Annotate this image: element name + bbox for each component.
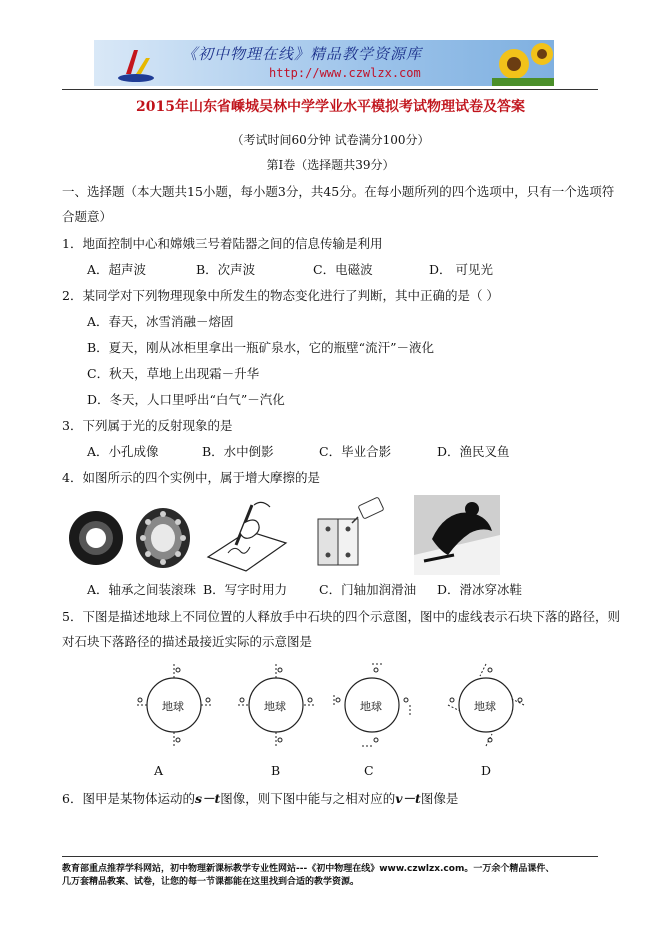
footer [62, 863, 602, 889]
earth-label-a: 地球 [162, 700, 184, 713]
q2-stem: 2．某同学对下列物理现象中所发生的物态变化进行了判断，其中正确的是（ ） [62, 288, 499, 303]
q1-stem: 1．地面控制中心和嫦娥三号着陆器之间的信息传输是利用 [62, 236, 383, 251]
q6-vt-symbol: v－t [395, 791, 421, 806]
exam-info: （考试时间60分钟 试卷满分100分） [231, 133, 430, 147]
q6-stem-post: 图像是 [420, 791, 459, 806]
q5-label-b: B [271, 763, 281, 778]
q2-option-a: A．春天，冰雪消融－熔固 [87, 314, 234, 329]
instructions-line2: 合题意） [62, 209, 113, 224]
q4-caption-c: C．门轴加润滑油 [319, 582, 417, 597]
q3-stem: 3．下列属于光的反射现象的是 [62, 418, 233, 433]
q2-option-b: B．夏天，刚从冰柜里拿出一瓶矿泉水，它的瓶壁“流汗”－液化 [87, 340, 434, 355]
q2-option-d: D．冬天，人口里呼出“白气”－汽化 [87, 392, 285, 407]
q5-stem-line1: 5．下图是描述地球上不同位置的人释放手中石块的四个示意图，图中的虚线表示石块下落的路径，则 [62, 609, 620, 624]
q4-caption-b: B．写字时用力 [203, 582, 288, 597]
sunflower-icon [492, 40, 554, 86]
q3-option-a: A．小孔成像 [87, 444, 159, 459]
q6-stem [62, 789, 602, 807]
banner-slogan: 《初中物理在线》精品教学资源库 [182, 45, 423, 63]
door-hinge-image [310, 495, 390, 575]
footer-rule [62, 856, 598, 857]
banner-url[interactable]: http://www.czwlzx.com [269, 66, 421, 80]
q6-stem-mid: 图像，则下图中能与之相对应的 [220, 791, 396, 806]
page-title: 2015年山东省嵊城吴林中学学业水平模拟考试物理试卷及答案 [136, 99, 525, 115]
q3-option-b: B．水中倒影 [202, 444, 274, 459]
q4-caption-a: A．轴承之间装滚珠 [87, 582, 197, 597]
instructions-line1: 一、选择题（本大题共15小题，每小题3分，共45分。在每小题所列的四个选项中，只有一个选项符 [62, 184, 615, 199]
q5-label-a: A [154, 763, 164, 778]
q6-st-symbol: s－t [194, 791, 221, 806]
header-banner [94, 40, 554, 86]
footer-line2: 几万套精品教案、试卷，让您的每一节课都能在这里找到合适的教学资源。 [62, 877, 360, 887]
writing-hand-image [200, 495, 290, 575]
earth-label-b: 地球 [264, 700, 286, 713]
earth-diagram-b [236, 660, 316, 750]
q6-stem-pre: 6．图甲是某物体运动的 [62, 791, 195, 806]
section-title: 第Ⅰ卷（选择题共39分） [266, 158, 395, 172]
earth-label-d: 地球 [474, 700, 496, 713]
q4-stem: 4．如图所示的四个实例中，属于增大摩擦的是 [62, 470, 320, 485]
header-rule [62, 89, 598, 90]
earth-diagram-a [134, 660, 214, 750]
q2-option-c: C．秋天，草地上出现霜－升华 [87, 366, 260, 381]
footer-line1: 教育部重点推荐学科网站，初中物理新课标教学专业性网站---《初中物理在线》www.czwlzx.com。一万余个精品课件、 [62, 864, 555, 874]
q4-caption-d: D．滑冰穿冰鞋 [437, 582, 523, 597]
q5-label-d: D [481, 763, 492, 778]
bearing-image [66, 500, 196, 572]
q1-option-c: C．电磁波 [313, 262, 373, 277]
q5-label-c: C [364, 763, 374, 778]
q3-option-d: D．渔民叉鱼 [437, 444, 510, 459]
site-logo-icon [116, 44, 156, 84]
earth-diagram-d [446, 660, 526, 750]
ice-skater-image [414, 495, 500, 575]
q5-stem-line2: 对石块下落路径的描述最接近实际的示意图是 [62, 634, 313, 649]
q1-option-a: A．超声波 [87, 262, 147, 277]
q3-option-c: C．毕业合影 [319, 444, 392, 459]
q1-option-d: D． 可见光 [429, 262, 493, 277]
earth-label-c: 地球 [360, 700, 382, 713]
q1-option-b: B．次声波 [196, 262, 256, 277]
earth-diagram-c [332, 660, 412, 750]
